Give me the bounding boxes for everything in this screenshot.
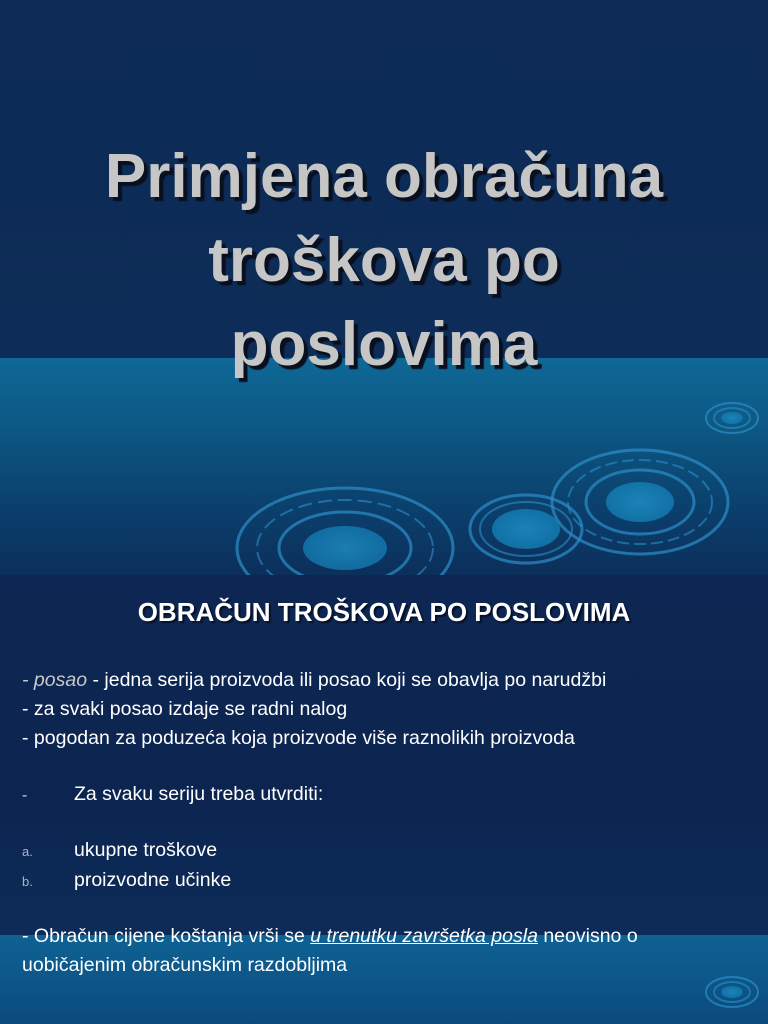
list-item-a — [22, 836, 742, 866]
slide-body — [22, 666, 742, 980]
closing-emphasis: u trenutku završetka posla — [310, 925, 538, 947]
list-text-a: ukupne troškove — [74, 839, 218, 861]
list-item-b — [22, 866, 742, 896]
title-line-1: Primjena obračuna — [104, 142, 664, 211]
term-posao: posao — [33, 669, 88, 691]
middle-background-band — [0, 358, 768, 575]
list-marker-b: b. — [22, 874, 33, 889]
title-line-3: poslovima — [230, 310, 538, 379]
closing-before: - Obračun cijene koštanja vrši se — [22, 925, 311, 947]
bullet-posao-definition: - jedna serija proizvoda ili posao koji se obavlja po narudžbi — [87, 669, 607, 691]
closing-after: neovisno o uobičajenim obračunskim razdobljima — [22, 925, 638, 976]
bullet-suitable-for: - pogodan za poduzeća koja proizvode više raznolikih proizvoda — [22, 727, 575, 749]
section-heading: OBRAČUN TROŠKOVA PO POSLOVIMA — [137, 597, 631, 627]
closing-paragraph — [22, 922, 742, 980]
determine-row — [22, 780, 742, 810]
determine-text: Za svaku seriju treba utvrditi: — [74, 783, 324, 805]
list-marker-a: a. — [22, 844, 33, 859]
bullet-posao-prefix: - — [22, 669, 34, 691]
title-line-2: troškova po — [208, 226, 560, 295]
determine-marker: - — [22, 787, 28, 804]
slide-title — [40, 135, 728, 387]
bullet-work-order: - za svaki posao izdaje se radni nalog — [22, 698, 348, 720]
bullet-posao — [22, 666, 742, 695]
list-text-b: proizvodne učinke — [74, 869, 232, 891]
